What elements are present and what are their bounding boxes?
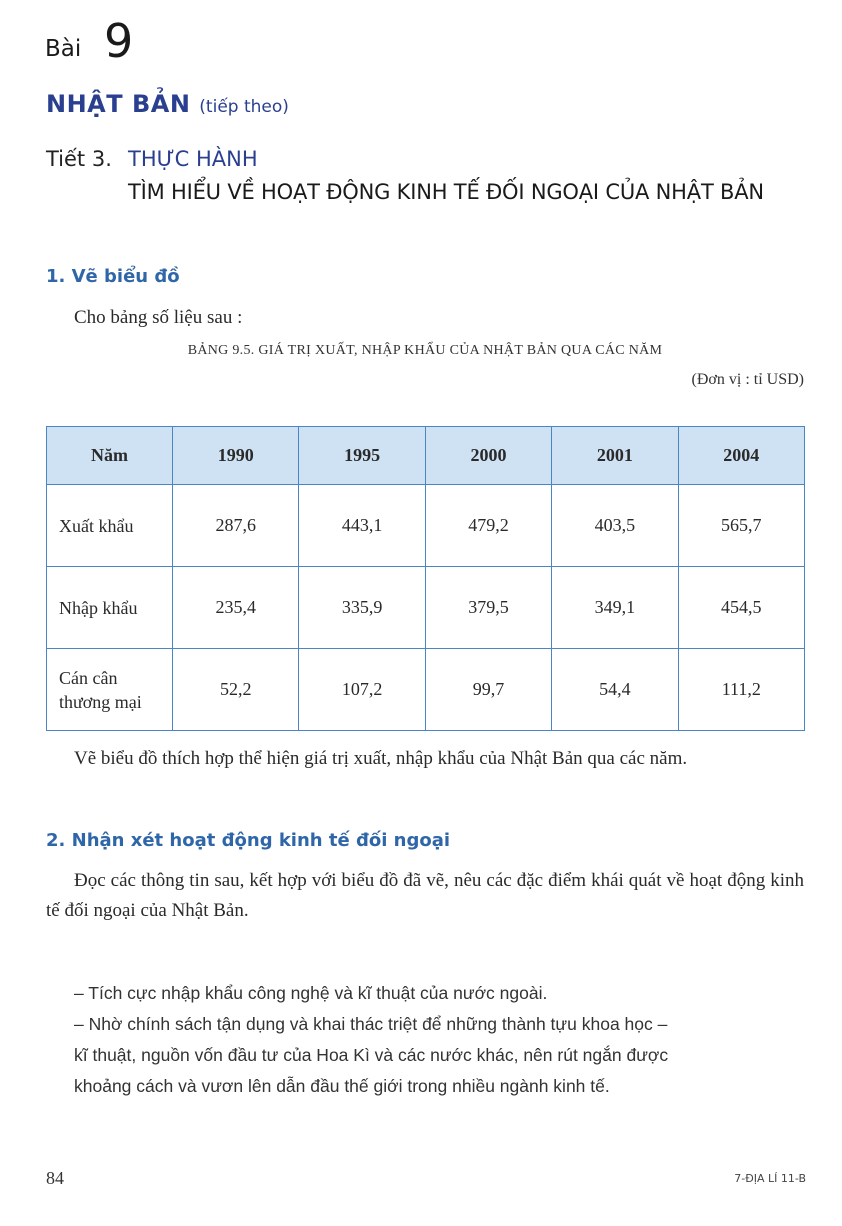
table-row — [47, 567, 805, 649]
table-cell: 52,2 — [173, 649, 299, 731]
section-2-heading: 2. Nhận xét hoạt động kinh tế đối ngoại — [46, 830, 451, 851]
table-cell: 443,1 — [299, 485, 425, 567]
task-text: Vẽ biểu đồ thích hợp thể hiện giá trị xuất, nhập khẩu của Nhật Bản qua các năm. — [74, 748, 688, 769]
table-header-cell: 1995 — [299, 427, 425, 485]
table-cell: 454,5 — [678, 567, 804, 649]
table-header-row — [47, 427, 805, 485]
table-cell: 565,7 — [678, 485, 804, 567]
note-line: kĩ thuật, nguồn vốn đầu tư của Hoa Kì và các nước khác, nên rút ngắn được — [74, 1045, 669, 1065]
section-1-intro: Cho bảng số liệu sau : — [74, 307, 243, 328]
lesson-number: 9 — [104, 14, 134, 68]
table-cell: 479,2 — [425, 485, 551, 567]
table-cell: 99,7 — [425, 649, 551, 731]
note-line: – Nhờ chính sách tận dụng và khai thác triệt để những thành tựu khoa học – — [74, 1014, 668, 1034]
data-table — [46, 426, 805, 731]
section-1-task — [46, 744, 804, 774]
table-row — [47, 649, 805, 731]
table-header-cell: 1990 — [173, 427, 299, 485]
row-label: Nhập khẩu — [47, 567, 173, 649]
table-row — [47, 485, 805, 567]
period-title: TÌM HIỂU VỀ HOẠT ĐỘNG KINH TẾ ĐỐI NGOẠI CỦA NHẬT BẢN — [128, 180, 764, 204]
page-number: 84 — [46, 1168, 64, 1188]
row-label: Xuất khẩu — [47, 485, 173, 567]
table-header-cell: 2001 — [552, 427, 678, 485]
note-line: – Tích cực nhập khẩu công nghệ và kĩ thuật của nước ngoài. — [74, 983, 548, 1003]
table-cell: 54,4 — [552, 649, 678, 731]
table-cell: 349,1 — [552, 567, 678, 649]
table-header-cell: 2004 — [678, 427, 804, 485]
period-type: THỰC HÀNH — [128, 147, 258, 171]
table-cell: 379,5 — [425, 567, 551, 649]
row-label — [47, 649, 173, 731]
page-title — [46, 90, 289, 118]
table-cell: 111,2 — [678, 649, 804, 731]
row-label-line: thương mại — [59, 691, 142, 712]
table-cell: 107,2 — [299, 649, 425, 731]
table-caption: BẢNG 9.5. GIÁ TRỊ XUẤT, NHẬP KHẨU CỦA NHẬT BẢN QUA CÁC NĂM — [187, 343, 663, 358]
table-cell: 403,5 — [552, 485, 678, 567]
lesson-label: Bài — [45, 36, 82, 62]
info-notes — [74, 978, 794, 1102]
table-cell: 287,6 — [173, 485, 299, 567]
note-line: khoảng cách và vươn lên dẫn đầu thế giới trong nhiều ngành kinh tế. — [74, 1076, 610, 1096]
row-label-line: Cán cân — [59, 667, 118, 688]
section-2-desc — [46, 866, 804, 926]
table-header-cell: 2000 — [425, 427, 551, 485]
table-cell: 235,4 — [173, 567, 299, 649]
period-label: Tiết 3. — [46, 147, 112, 171]
title-sub: (tiếp theo) — [199, 97, 289, 117]
table-unit: (Đơn vị : tỉ USD) — [691, 371, 804, 388]
section-1-heading: 1. Vẽ biểu đồ — [46, 266, 180, 287]
title-main: NHẬT BẢN — [46, 90, 191, 118]
footer-code: 7-ĐỊA LÍ 11-B — [734, 1172, 806, 1185]
table-cell: 335,9 — [299, 567, 425, 649]
table-header-cell: Năm — [47, 427, 173, 485]
desc-text: Đọc các thông tin sau, kết hợp với biểu đồ đã vẽ, nêu các đặc điểm khái quát về hoạt động kinh tế đối ngoại của Nhật Bản. — [46, 870, 804, 921]
